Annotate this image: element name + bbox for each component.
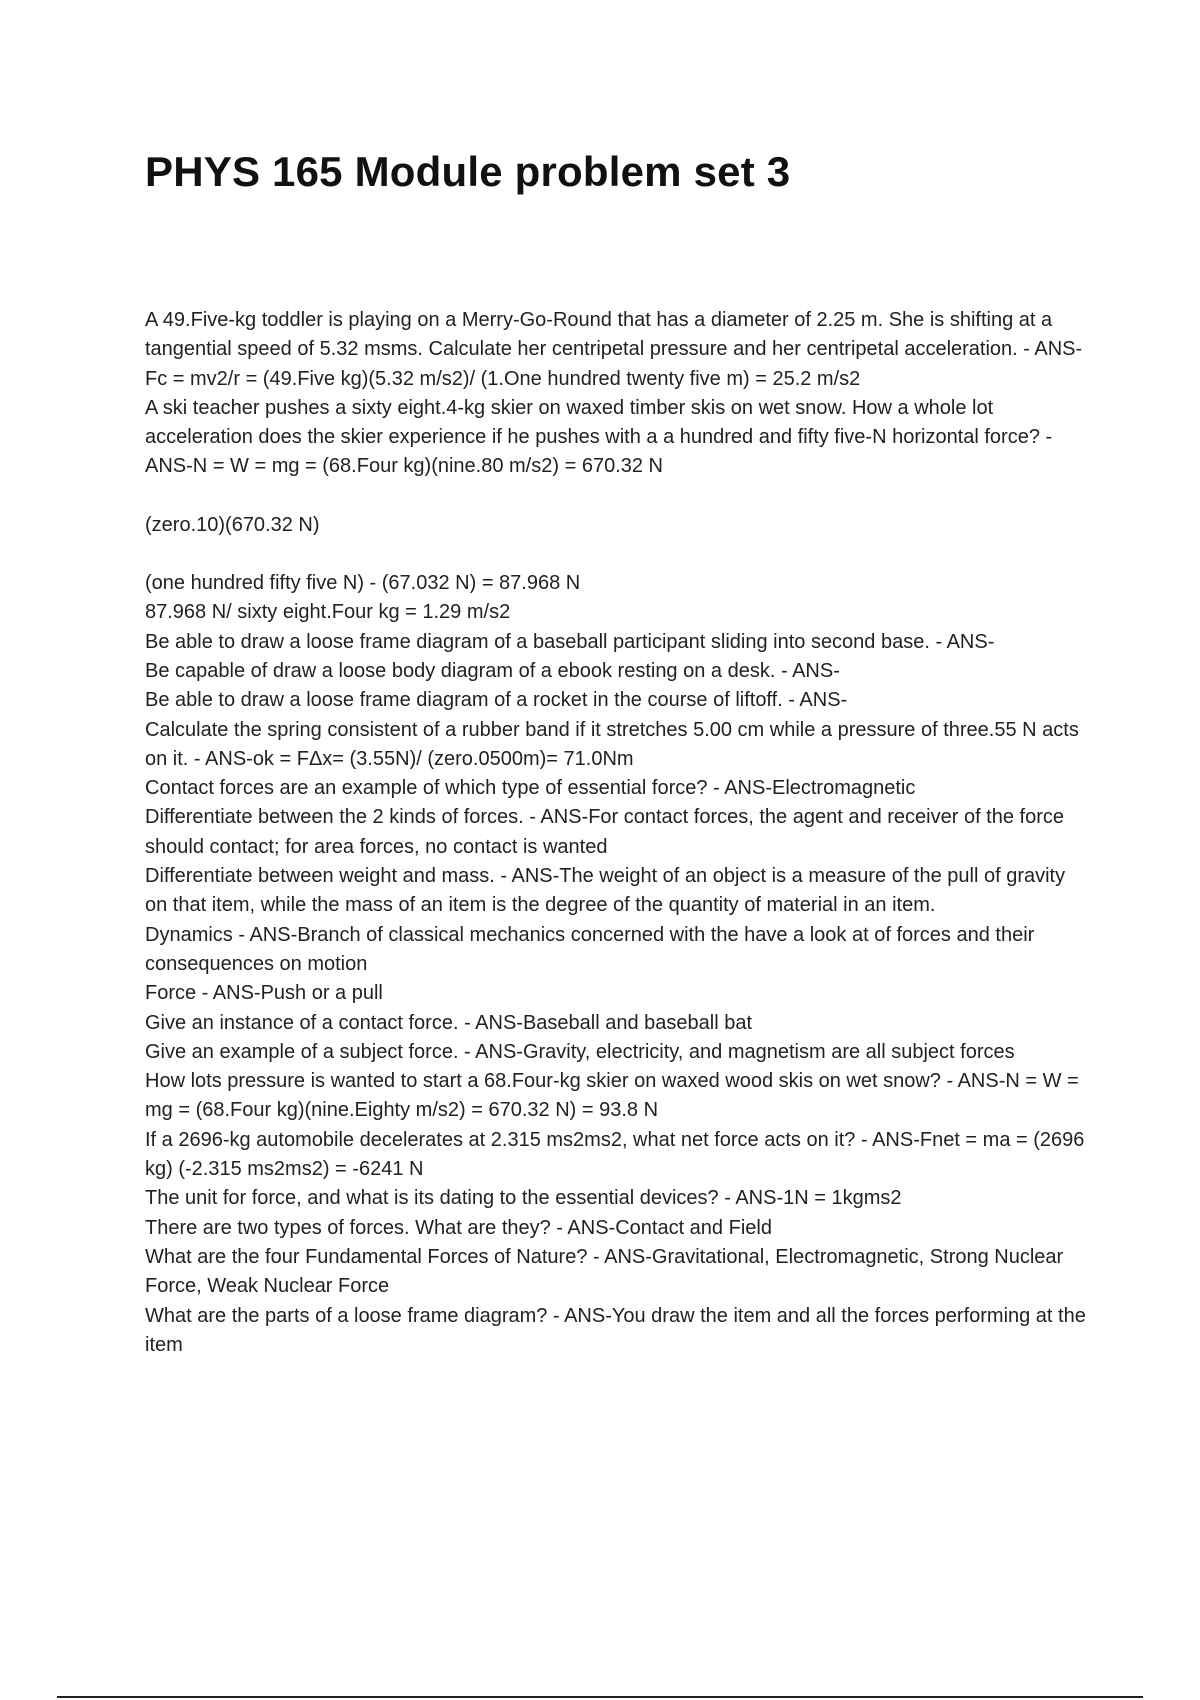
calc-friction-line: (zero.10)(670.32 N) bbox=[145, 513, 320, 536]
question-rocket-diagram: Be able to draw a loose frame diagram of a rocket in the course of liftoff. - ANS- bbox=[145, 689, 848, 712]
question-skier-start-force: How lots pressure is wanted to start a 68.Four-kg skier on waxed wood skis on wet snow? - ANS-N = W = mg = (68.Four kg)(nine.Eighty m/s2) = 670.32 N) = 93.8 N bbox=[145, 1070, 1079, 1122]
question-spring-constant: Calculate the spring consistent of a rubber band if it stretches 5.00 cm while a pressure of three.55 N acts on it. - ANS-ok = FΔx= (3.55N)/ (zero.0500m)= 71.0Nm bbox=[145, 718, 1079, 770]
question-fundamental-forces: What are the four Fundamental Forces of Nature? - ANS-Gravitational, Electromagnetic, Strong Nuclear Force, Weak Nuclear Force bbox=[145, 1245, 1064, 1298]
question-ski-teacher: A ski teacher pushes a sixty eight.4-kg skier on waxed timber skis on wet snow. How a whole lot acceleration does the skier experience if he pushes with a a hundred and fifty five-N horizontal force? - ANS-N = W = mg = (68.Four kg)(nine.80 m/s2) = 670.32 N bbox=[145, 396, 1053, 478]
question-free-body-parts: What are the parts of a loose frame diagram? - ANS-You draw the item and all the forces performing at the item bbox=[145, 1304, 1086, 1356]
question-weight-mass: Differentiate between weight and mass. - ANS-The weight of an object is a measure of the pull of gravity on that item, while the mass of an item is the degree of the quantity of material in an item. bbox=[145, 865, 1066, 917]
definition-dynamics: Dynamics - ANS-Branch of classical mechanics concerned with the have a look at of forces and their consequences on motion bbox=[145, 923, 1035, 975]
document-body bbox=[145, 306, 1090, 1360]
question-merry-go-round: A 49.Five-kg toddler is playing on a Merry-Go-Round that has a diameter of 2.25 m. She is shifting at a tangential speed of 5.32 msms. Calculate her centripetal pressure and her centripetal acceleration. - ANS-Fc = mv2/r = (49.Five kg)(5.32 m/s2)/ (1.One hundred twenty five m) = 25.2 m/s2 bbox=[145, 309, 1083, 390]
question-two-kinds-forces: Differentiate between the 2 kinds of forces. - ANS-For contact forces, the agent and receiver of the force should contact; for area forces, no contact is wanted bbox=[145, 806, 1065, 858]
question-contact-force-example: Give an instance of a contact force. - ANS-Baseball and baseball bat bbox=[145, 1011, 753, 1034]
definition-force: Force - ANS-Push or a pull bbox=[145, 982, 383, 1005]
page-title: PHYS 165 Module problem set 3 bbox=[145, 148, 791, 195]
question-contact-forces: Contact forces are an example of which type of essential force? - ANS-Electromagnetic bbox=[145, 777, 916, 800]
calc-net-force-line: (one hundred fifty five N) - (67.032 N) = 87.968 N bbox=[145, 572, 581, 595]
question-baseball-diagram: Be able to draw a loose frame diagram of a baseball participant sliding into second base. - ANS- bbox=[145, 630, 995, 653]
footer-divider bbox=[57, 1696, 1143, 1698]
calc-acceleration-line: 87.968 N/ sixty eight.Four kg = 1.29 m/s2 bbox=[145, 601, 511, 624]
paragraph-spacer bbox=[145, 482, 1090, 511]
question-unit-for-force: The unit for force, and what is its dating to the essential devices? - ANS-1N = 1kgms2 bbox=[145, 1187, 902, 1210]
paragraph-spacer bbox=[145, 540, 1090, 569]
question-book-diagram: Be capable of draw a loose body diagram of a ebook resting on a desk. - ANS- bbox=[145, 659, 840, 682]
question-automobile-net-force: If a 2696-kg automobile decelerates at 2.315 ms2ms2, what net force acts on it? - ANS-Fnet = ma = (2696 kg) (-2.315 ms2ms2) = -6241 N bbox=[145, 1128, 1085, 1181]
question-two-types-forces: There are two types of forces. What are they? - ANS-Contact and Field bbox=[145, 1216, 772, 1239]
question-field-force-example: Give an example of a subject force. - ANS-Gravity, electricity, and magnetism are all subject forces bbox=[145, 1040, 1015, 1063]
